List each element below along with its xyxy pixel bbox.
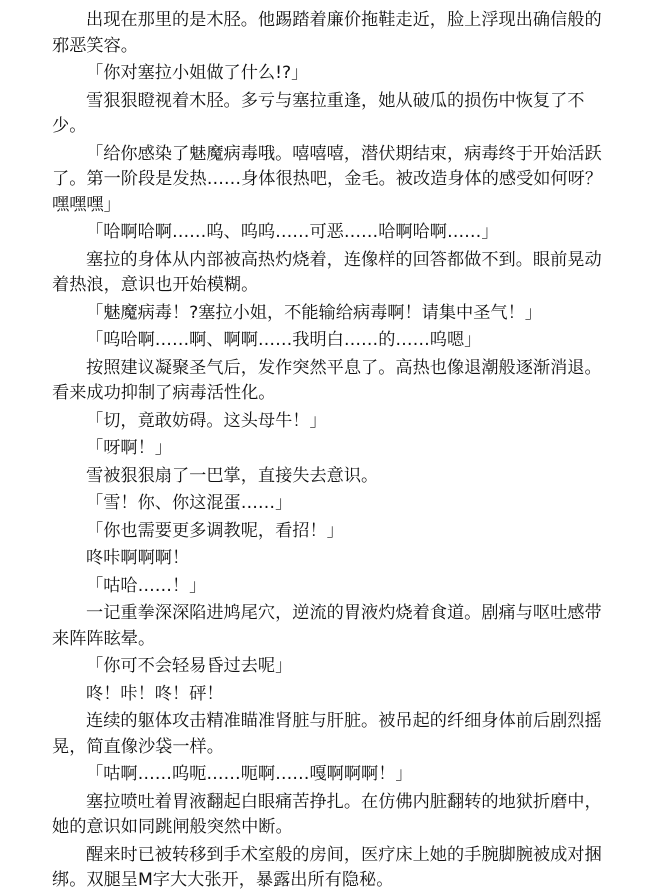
paragraph: 塞拉喷吐着胃液翻起白眼痛苦挣扎。在仿佛内脏翻转的地狱折磨中，她的意识如同跳闸般突然中断。 <box>52 791 602 837</box>
novel-text-body <box>52 8 604 896</box>
paragraph: 按照建议凝聚圣气后，发作突然平息了。高热也像退潮般逐渐消退。看来成功抑制了病毒活性化。 <box>52 357 602 403</box>
dialogue-line: 「你也需要更多调教呢，看招！」 <box>86 520 344 541</box>
paragraph: 雪狠狠瞪视着木胫。多亏与塞拉重逢，她从破瓜的损伤中恢复了不少。 <box>52 90 585 136</box>
paragraph: 一记重拳深深陷进鸠尾穴，逆流的胃液灼烧着食道。剧痛与呕吐感带来阵阵眩晕。 <box>52 603 602 649</box>
dialogue-line: 「魅魔病毒！?塞拉小姐，不能输给病毒啊！请集中圣气！」 <box>86 302 542 323</box>
dialogue-line: 「呀啊！」 <box>86 438 172 458</box>
paragraph: 雪被狠狠扇了一巴掌，直接失去意识。 <box>86 465 379 486</box>
dialogue-line: 「哈啊哈啊……呜、呜呜……可恶……哈啊哈啊……」 <box>86 222 499 242</box>
dialogue-line: 「切，竟敢妨碍。这头母牛！」 <box>86 410 327 431</box>
dialogue-line: 「咕哈……！」 <box>86 575 207 596</box>
dialogue-line: 「咕啊……呜呃……呃啊……嘎啊啊啊！」 <box>86 764 413 784</box>
dialogue-line: 「给你感染了魅魔病毒哦。嘻嘻嘻，潜伏期结束，病毒终于开始活跃了。第一阶段是发热……身体很热吧，金毛。被改造身体的感受如何呀？嘿嘿嘿」 <box>52 143 603 215</box>
dialogue-line: 「你可不会轻易昏过去呢」 <box>86 656 293 676</box>
dialogue-line: 「雪！你、你这混蛋……」 <box>86 493 293 513</box>
paragraph: 出现在那里的是木胫。他踢踏着廉价拖鞋走近，脸上浮现出确信般的邪恶笑容。 <box>52 10 602 56</box>
paragraph: 醒来时已被转移到手术室般的房间，医疗床上她的手腕脚腕被成对捆绑。双腿呈M字大大张开，暴露出所有隐秘。 <box>52 844 602 890</box>
paragraph: 连续的躯体攻击精准瞄准肾脏与肝脏。被吊起的纤细身体前后剧烈摇晃，简直像沙袋一样。 <box>52 711 602 757</box>
paragraph: 塞拉的身体从内部被高热灼烧着，连像样的回答都做不到。眼前晃动着热浪，意识也开始模糊。 <box>52 249 602 295</box>
dialogue-line: 「呜哈啊……啊、啊啊……我明白……的……呜嗯」 <box>86 330 482 350</box>
dialogue-line: 「你对塞拉小姐做了什么!?」 <box>86 63 309 83</box>
sound-effect-line: 咚咔啊啊啊！ <box>86 548 190 568</box>
sound-effect-line: 咚！咔！咚！砰！ <box>86 683 224 704</box>
